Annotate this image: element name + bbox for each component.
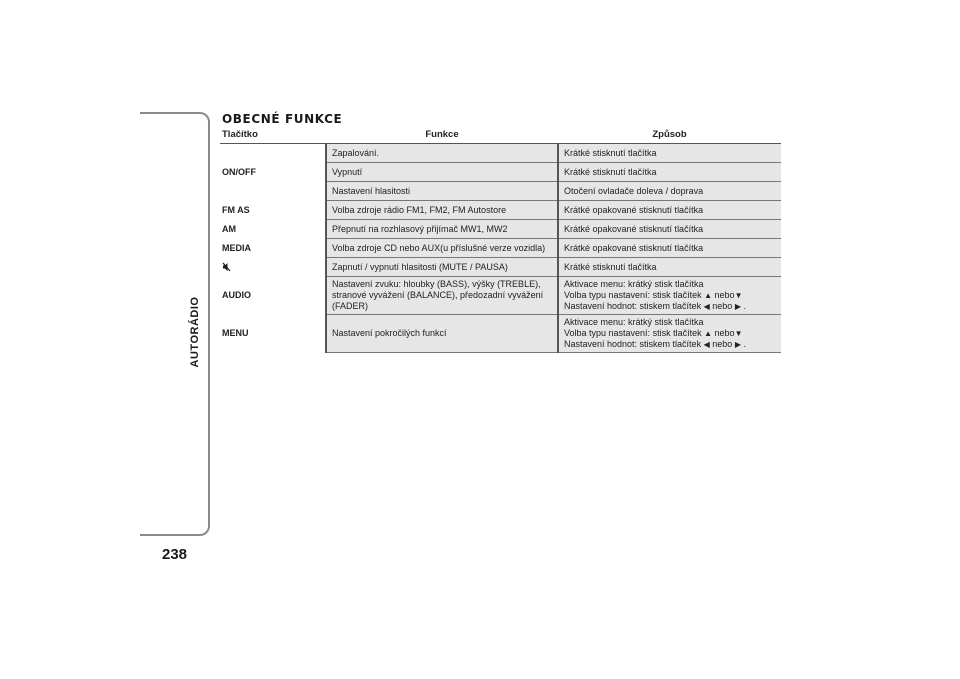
mode-text: Volba typu nastavení: stisk tlačítek: [564, 290, 702, 300]
function-cell: Vypnutí: [326, 163, 558, 182]
mode-text: Volba typu nastavení: stisk tlačítek: [564, 328, 702, 338]
table-row: [220, 220, 781, 239]
button-cell: MENU: [220, 315, 326, 353]
function-cell: Zapnutí / vypnutí hlasitosti (MUTE / PAUSA): [326, 258, 558, 277]
mode-text: Nastavení hodnot: stiskem tlačítek: [564, 301, 702, 311]
button-cell: [220, 258, 326, 277]
mode-text: nebo: [712, 339, 733, 349]
header-mode: Způsob: [558, 126, 781, 144]
table-header-row: [220, 126, 781, 144]
mode-text: nebo: [714, 328, 735, 338]
header-button: Tlačítko: [220, 126, 326, 144]
function-cell: Volba zdroje rádio FM1, FM2, FM Autostore: [326, 201, 558, 220]
mode-line: [564, 301, 776, 312]
left-arrow-icon: ◀: [703, 340, 710, 349]
function-cell: Volba zdroje CD nebo AUX(u příslušné verze vozidla): [326, 239, 558, 258]
table-row: [220, 315, 781, 353]
button-cell: ON/OFF: [220, 144, 326, 201]
left-arrow-icon: ◀: [703, 302, 710, 311]
mode-cell: [558, 315, 781, 353]
function-cell: Nastavení zvuku: hloubky (BASS), výšky (TREBLE), stranové vyvážení (BALANCE), předozadní vyvážení (FADER): [326, 277, 558, 315]
table-row: [220, 201, 781, 220]
mode-text: nebo: [714, 290, 735, 300]
table-row: [220, 144, 781, 163]
mode-line: Aktivace menu: krátký stisk tlačítka: [564, 279, 704, 289]
up-arrow-icon: ▲: [704, 329, 713, 338]
function-cell: Zapalování.: [326, 144, 558, 163]
page-number: 238: [162, 546, 188, 563]
mode-text: Nastavení hodnot: stiskem tlačítek: [564, 339, 702, 349]
mode-cell: Krátké stisknutí tlačítka: [558, 144, 781, 163]
mode-cell: Krátké opakované stisknutí tlačítka: [558, 201, 781, 220]
mode-cell: Otočení ovladače doleva / doprava: [558, 182, 781, 201]
down-arrow-icon: ▼: [734, 329, 743, 338]
mode-text: nebo: [712, 301, 733, 311]
table-row: [220, 277, 781, 315]
function-cell: Přepnutí na rozhlasový přijímač MW1, MW2: [326, 220, 558, 239]
mode-cell: Krátké opakované stisknutí tlačítka: [558, 220, 781, 239]
mode-line: Aktivace menu: krátký stisk tlačítka: [564, 317, 704, 327]
mode-line: [564, 328, 776, 339]
mode-cell: Krátké opakované stisknutí tlačítka: [558, 239, 781, 258]
section-title: OBECNÉ FUNKCE: [222, 112, 343, 126]
table-row: [220, 239, 781, 258]
functions-table: [220, 126, 781, 353]
mode-cell: Krátké stisknutí tlačítka: [558, 163, 781, 182]
header-function: Funkce: [326, 126, 558, 144]
mode-cell: Krátké stisknutí tlačítka: [558, 258, 781, 277]
function-cell: Nastavení pokročilých funkcí: [326, 315, 558, 353]
function-cell: Nastavení hlasitosti: [326, 182, 558, 201]
mode-line: [564, 290, 776, 301]
up-arrow-icon: ▲: [704, 291, 713, 300]
button-cell: MEDIA: [220, 239, 326, 258]
right-arrow-icon: ▶: [734, 340, 741, 349]
mode-text: .: [743, 301, 746, 311]
button-cell: AM: [220, 220, 326, 239]
mode-cell: [558, 277, 781, 315]
down-arrow-icon: ▼: [734, 291, 743, 300]
table-row: [220, 258, 781, 277]
chapter-label: AUTORÁDIO: [189, 296, 201, 368]
right-arrow-icon: ▶: [734, 302, 741, 311]
button-cell: FM AS: [220, 201, 326, 220]
mode-text: .: [743, 339, 746, 349]
mute-icon: [222, 262, 232, 272]
button-cell: AUDIO: [220, 277, 326, 315]
mode-line: [564, 339, 776, 350]
